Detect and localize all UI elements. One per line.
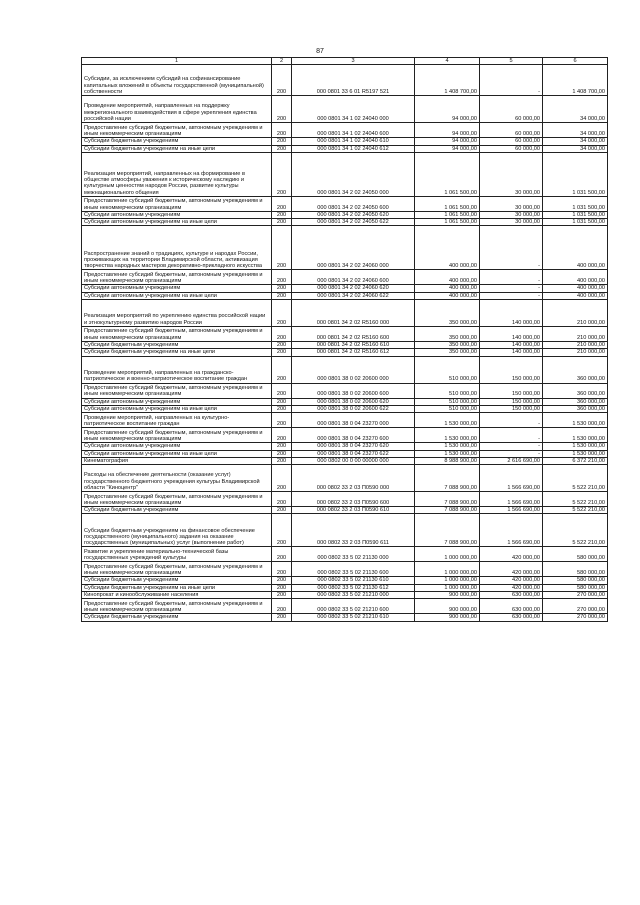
row-amount-total: 1 000 000,00 — [415, 584, 480, 591]
row-amount-total: 1 061 500,00 — [415, 219, 480, 226]
row-group-code: 200 — [272, 65, 292, 96]
row-amount-regional: 360 000,00 — [543, 356, 608, 383]
row-budget-code: 000 0801 34 2 02 24060 600 — [292, 270, 415, 285]
row-amount-total: 900 000,00 — [415, 599, 480, 614]
row-group-code: 200 — [272, 226, 292, 270]
row-amount-total: 510 000,00 — [415, 383, 480, 398]
row-name: Предоставление субсидий бюджетным, автономным учреждениям и иным некоммерческим организациям — [82, 492, 272, 507]
table-row — [82, 614, 608, 621]
table-row — [82, 562, 608, 577]
row-amount-total: 94 000,00 — [415, 96, 480, 123]
budget-table — [81, 57, 608, 622]
row-name: Проведение мероприятий, направленных на гражданско-патриотическое и военно-патриотическое воспитание граждан — [82, 356, 272, 383]
row-group-code: 200 — [272, 349, 292, 356]
row-amount-federal: - — [480, 428, 543, 443]
table-row — [82, 138, 608, 145]
row-amount-federal: 140 000,00 — [480, 342, 543, 349]
row-amount-total: 350 000,00 — [415, 327, 480, 342]
row-amount-federal: 150 000,00 — [480, 356, 543, 383]
row-amount-total: 7 088 900,00 — [415, 465, 480, 492]
row-amount-regional: 34 000,00 — [543, 145, 608, 152]
row-amount-total: 1 061 500,00 — [415, 211, 480, 218]
row-group-code: 200 — [272, 599, 292, 614]
row-amount-federal: 60 000,00 — [480, 145, 543, 152]
row-amount-federal: 1 566 690,00 — [480, 492, 543, 507]
table-row — [82, 514, 608, 547]
row-name: Предоставление субсидий бюджетным, автономным учреждениям и иным некоммерческим организациям — [82, 327, 272, 342]
row-amount-regional: 580 000,00 — [543, 577, 608, 584]
row-amount-regional: 34 000,00 — [543, 96, 608, 123]
row-amount-total: 400 000,00 — [415, 226, 480, 270]
row-budget-code: 000 0802 33 2 03 П0590 611 — [292, 514, 415, 547]
row-amount-regional: 360 000,00 — [543, 405, 608, 412]
row-name: Предоставление субсидий бюджетным, автономным учреждениям и иным некоммерческим организациям — [82, 270, 272, 285]
table-row — [82, 465, 608, 492]
table-row — [82, 285, 608, 292]
row-amount-total: 1 530 000,00 — [415, 443, 480, 450]
row-group-code: 200 — [272, 457, 292, 464]
row-amount-regional: 580 000,00 — [543, 547, 608, 562]
row-name: Предоставление субсидий бюджетным, автономным учреждениям и иным некоммерческим организациям — [82, 428, 272, 443]
table-row — [82, 547, 608, 562]
row-name: Субсидии бюджетным учреждениям на иные цели — [82, 584, 272, 591]
row-name: Распространение знаний о традициях, культуре и народах России, проживающих на территории Владимирской области, активизация творчества народных мастеров декоративно-прикладного искусства — [82, 226, 272, 270]
table-row — [82, 398, 608, 405]
row-name: Предоставление субсидий бюджетным, автономным учреждениям и иным некоммерческим организациям — [82, 599, 272, 614]
row-amount-regional: 210 000,00 — [543, 349, 608, 356]
row-name: Проведение мероприятий, направленных на культурно-патриотическое воспитание граждан — [82, 413, 272, 428]
row-amount-regional: 34 000,00 — [543, 123, 608, 138]
row-name: Предоставление субсидий бюджетным, автономным учреждениям и иным некоммерческим организациям — [82, 383, 272, 398]
row-budget-code: 000 0802 33 5 02 21130 600 — [292, 562, 415, 577]
row-budget-code: 000 0801 34 1 02 24040 612 — [292, 145, 415, 152]
row-group-code: 200 — [272, 270, 292, 285]
row-amount-total: 1 061 500,00 — [415, 152, 480, 196]
row-amount-federal: - — [480, 413, 543, 428]
row-name: Субсидии автономным учреждениям — [82, 398, 272, 405]
row-amount-regional: 1 031 500,00 — [543, 211, 608, 218]
row-name: Субсидии бюджетным учреждениям на иные цели — [82, 145, 272, 152]
row-amount-federal: 60 000,00 — [480, 123, 543, 138]
row-group-code: 200 — [272, 507, 292, 514]
row-amount-regional: 580 000,00 — [543, 584, 608, 591]
row-group-code: 200 — [272, 492, 292, 507]
row-group-code: 200 — [272, 592, 292, 599]
row-group-code: 200 — [272, 562, 292, 577]
row-budget-code: 000 0801 34 1 02 24040 610 — [292, 138, 415, 145]
row-group-code: 200 — [272, 327, 292, 342]
row-amount-federal: 30 000,00 — [480, 196, 543, 211]
row-budget-code: 000 0802 00 0 00 00000 000 — [292, 457, 415, 464]
table-row — [82, 599, 608, 614]
row-name: Субсидии бюджетным учреждениям — [82, 342, 272, 349]
row-name: Предоставление субсидий бюджетным, автономным учреждениям и иным некоммерческим организациям — [82, 196, 272, 211]
column-header: 6 — [543, 58, 608, 65]
table-row — [82, 152, 608, 196]
table-row — [82, 592, 608, 599]
row-amount-total: 510 000,00 — [415, 398, 480, 405]
column-header: 4 — [415, 58, 480, 65]
row-amount-regional: 1 530 000,00 — [543, 450, 608, 457]
row-amount-regional: 1 408 700,00 — [543, 65, 608, 96]
row-amount-regional: 580 000,00 — [543, 562, 608, 577]
row-amount-total: 94 000,00 — [415, 145, 480, 152]
row-name: Субсидии бюджетным учреждениям — [82, 614, 272, 621]
row-name: Реализация мероприятий по укреплению единства российской нации и этнокультурному развитию народов России — [82, 300, 272, 327]
row-budget-code: 000 0801 34 2 02 R5160 612 — [292, 349, 415, 356]
row-amount-total: 1 000 000,00 — [415, 577, 480, 584]
row-amount-federal: 150 000,00 — [480, 405, 543, 412]
row-amount-total: 900 000,00 — [415, 592, 480, 599]
row-budget-code: 000 0801 38 0 02 20600 620 — [292, 398, 415, 405]
row-group-code: 200 — [272, 211, 292, 218]
row-amount-federal: 630 000,00 — [480, 592, 543, 599]
row-amount-federal: - — [480, 285, 543, 292]
row-group-code: 200 — [272, 547, 292, 562]
row-budget-code: 000 0801 34 2 02 R5160 600 — [292, 327, 415, 342]
row-amount-federal: 140 000,00 — [480, 327, 543, 342]
row-amount-regional: 400 000,00 — [543, 292, 608, 299]
table-row — [82, 300, 608, 327]
row-amount-federal: 30 000,00 — [480, 211, 543, 218]
row-amount-federal: - — [480, 292, 543, 299]
table-row — [82, 65, 608, 96]
row-name: Субсидии автономным учреждениям на иные цели — [82, 450, 272, 457]
table-row — [82, 457, 608, 464]
row-group-code: 200 — [272, 342, 292, 349]
row-budget-code: 000 0801 33 6 01 R5197 521 — [292, 65, 415, 96]
table-row — [82, 584, 608, 591]
table-row — [82, 492, 608, 507]
row-amount-total: 1 000 000,00 — [415, 562, 480, 577]
row-group-code: 200 — [272, 285, 292, 292]
row-name: Субсидии бюджетным учреждениям — [82, 507, 272, 514]
row-amount-regional: 360 000,00 — [543, 398, 608, 405]
table-row — [82, 342, 608, 349]
row-budget-code: 000 0801 34 2 02 R5160 000 — [292, 300, 415, 327]
row-name: Развитие и укрепление материально-технической базы государственных учреждений культуры — [82, 547, 272, 562]
row-amount-regional: 1 031 500,00 — [543, 219, 608, 226]
table-row — [82, 327, 608, 342]
table-row — [82, 356, 608, 383]
row-amount-federal: 420 000,00 — [480, 577, 543, 584]
row-amount-total: 7 088 900,00 — [415, 507, 480, 514]
row-group-code: 200 — [272, 152, 292, 196]
row-group-code: 200 — [272, 219, 292, 226]
row-amount-total: 1 000 000,00 — [415, 547, 480, 562]
row-amount-total: 350 000,00 — [415, 349, 480, 356]
row-amount-federal: 60 000,00 — [480, 138, 543, 145]
row-amount-regional: 1 530 000,00 — [543, 428, 608, 443]
row-amount-total: 1 530 000,00 — [415, 428, 480, 443]
row-amount-federal: - — [480, 270, 543, 285]
row-amount-federal: - — [480, 226, 543, 270]
row-budget-code: 000 0802 33 2 03 П0590 610 — [292, 507, 415, 514]
row-group-code: 200 — [272, 138, 292, 145]
row-budget-code: 000 0802 33 5 02 21210 600 — [292, 599, 415, 614]
row-name: Кинопрокат и кинообслуживание населения — [82, 592, 272, 599]
row-amount-federal: 1 566 690,00 — [480, 514, 543, 547]
row-budget-code: 000 0801 38 0 02 20600 000 — [292, 356, 415, 383]
table-row — [82, 413, 608, 428]
row-budget-code: 000 0801 38 0 04 23270 620 — [292, 443, 415, 450]
row-amount-regional: 210 000,00 — [543, 300, 608, 327]
row-amount-total: 350 000,00 — [415, 300, 480, 327]
table-row — [82, 196, 608, 211]
row-amount-regional: 1 530 000,00 — [543, 413, 608, 428]
row-budget-code: 000 0801 38 0 04 23270 000 — [292, 413, 415, 428]
row-budget-code: 000 0801 34 2 02 24060 622 — [292, 292, 415, 299]
row-budget-code: 000 0802 33 2 03 П0590 600 — [292, 492, 415, 507]
row-group-code: 200 — [272, 514, 292, 547]
row-group-code: 200 — [272, 465, 292, 492]
row-amount-regional: 1 031 500,00 — [543, 196, 608, 211]
column-header: 1 — [82, 58, 272, 65]
row-amount-total: 510 000,00 — [415, 405, 480, 412]
row-budget-code: 000 0802 33 2 03 П0590 000 — [292, 465, 415, 492]
row-budget-code: 000 0801 34 2 02 R5160 610 — [292, 342, 415, 349]
row-group-code: 200 — [272, 356, 292, 383]
row-budget-code: 000 0801 34 2 02 24050 000 — [292, 152, 415, 196]
row-amount-federal: - — [480, 443, 543, 450]
row-budget-code: 000 0801 38 0 02 20600 622 — [292, 405, 415, 412]
row-name: Субсидии автономным учреждениям на иные цели — [82, 219, 272, 226]
row-amount-federal: 420 000,00 — [480, 584, 543, 591]
row-amount-federal: 420 000,00 — [480, 547, 543, 562]
row-amount-regional: 270 000,00 — [543, 614, 608, 621]
row-budget-code: 000 0802 33 5 02 21130 610 — [292, 577, 415, 584]
row-budget-code: 000 0802 33 5 02 21130 612 — [292, 584, 415, 591]
row-group-code: 200 — [272, 450, 292, 457]
row-group-code: 200 — [272, 145, 292, 152]
row-amount-federal: 630 000,00 — [480, 614, 543, 621]
row-amount-total: 510 000,00 — [415, 356, 480, 383]
row-name: Субсидии автономным учреждениям на иные цели — [82, 292, 272, 299]
row-group-code: 200 — [272, 614, 292, 621]
row-budget-code: 000 0802 33 5 02 21210 610 — [292, 614, 415, 621]
row-amount-total: 7 088 900,00 — [415, 492, 480, 507]
row-name: Субсидии автономным учреждениям — [82, 443, 272, 450]
row-amount-federal: 1 566 690,00 — [480, 507, 543, 514]
row-amount-federal: - — [480, 450, 543, 457]
row-amount-regional: 5 522 210,00 — [543, 492, 608, 507]
row-amount-total: 400 000,00 — [415, 285, 480, 292]
row-name: Субсидии, за исключением субсидий на софинансирование капитальных вложений в объекты государственной (муниципальной) собственности — [82, 65, 272, 96]
row-name: Субсидии автономным учреждениям на иные цели — [82, 405, 272, 412]
row-amount-total: 400 000,00 — [415, 292, 480, 299]
row-amount-total: 94 000,00 — [415, 138, 480, 145]
row-budget-code: 000 0801 38 0 02 20600 600 — [292, 383, 415, 398]
row-amount-total: 350 000,00 — [415, 342, 480, 349]
row-group-code: 200 — [272, 413, 292, 428]
table-row — [82, 405, 608, 412]
row-amount-federal: - — [480, 65, 543, 96]
row-amount-regional: 210 000,00 — [543, 327, 608, 342]
row-amount-federal: 630 000,00 — [480, 599, 543, 614]
row-amount-federal: 150 000,00 — [480, 383, 543, 398]
row-amount-regional: 34 000,00 — [543, 138, 608, 145]
row-name: Субсидии автономным учреждениям — [82, 211, 272, 218]
row-budget-code: 000 0801 34 2 02 24050 622 — [292, 219, 415, 226]
row-name: Субсидии бюджетным учреждениям на финансовое обеспечение государственного (муниципального) задания на оказание государственных (муниципальных) услуг (выполнение работ) — [82, 514, 272, 547]
budget-table-body — [82, 58, 608, 622]
row-amount-federal: 140 000,00 — [480, 349, 543, 356]
row-name: Расходы на обеспечение деятельности (оказание услуг) государственного бюджетного учреждения культуры Владимирской области "Киноцентр" — [82, 465, 272, 492]
row-amount-regional: 360 000,00 — [543, 383, 608, 398]
row-budget-code: 000 0801 34 2 02 24060 620 — [292, 285, 415, 292]
row-amount-federal: 30 000,00 — [480, 152, 543, 196]
row-group-code: 200 — [272, 398, 292, 405]
row-amount-regional: 5 522 210,00 — [543, 507, 608, 514]
row-amount-total: 8 988 900,00 — [415, 457, 480, 464]
table-row — [82, 349, 608, 356]
row-amount-regional: 210 000,00 — [543, 342, 608, 349]
table-row — [82, 292, 608, 299]
table-row — [82, 443, 608, 450]
row-amount-federal: 150 000,00 — [480, 398, 543, 405]
row-amount-federal: 420 000,00 — [480, 562, 543, 577]
row-amount-total: 1 408 700,00 — [415, 65, 480, 96]
row-name: Реализация мероприятий, направленных на формирование в обществе атмосферы уважения к историческому наследию и культурным ценностям народов России, развитие культуры межнационального общения — [82, 152, 272, 196]
row-amount-federal: 2 616 690,00 — [480, 457, 543, 464]
row-amount-regional: 400 000,00 — [543, 270, 608, 285]
table-row — [82, 450, 608, 457]
row-amount-total: 1 530 000,00 — [415, 413, 480, 428]
row-amount-regional: 400 000,00 — [543, 226, 608, 270]
row-name: Предоставление субсидий бюджетным, автономным учреждениям и иным некоммерческим организациям — [82, 562, 272, 577]
row-amount-total: 1 061 500,00 — [415, 196, 480, 211]
row-name: Субсидии автономным учреждениям — [82, 285, 272, 292]
row-budget-code: 000 0801 34 1 02 24040 600 — [292, 123, 415, 138]
row-budget-code: 000 0802 33 5 02 21130 000 — [292, 547, 415, 562]
table-row — [82, 211, 608, 218]
row-name: Субсидии бюджетным учреждениям — [82, 577, 272, 584]
row-budget-code: 000 0801 38 0 04 23270 622 — [292, 450, 415, 457]
row-budget-code: 000 0801 38 0 04 23270 600 — [292, 428, 415, 443]
table-row — [82, 219, 608, 226]
column-header: 2 — [272, 58, 292, 65]
column-header: 3 — [292, 58, 415, 65]
row-group-code: 200 — [272, 443, 292, 450]
row-amount-federal: 60 000,00 — [480, 96, 543, 123]
row-amount-total: 94 000,00 — [415, 123, 480, 138]
row-group-code: 200 — [272, 577, 292, 584]
row-amount-regional: 1 530 000,00 — [543, 443, 608, 450]
row-amount-total: 7 088 900,00 — [415, 514, 480, 547]
row-amount-total: 1 530 000,00 — [415, 450, 480, 457]
table-row — [82, 507, 608, 514]
row-amount-regional: 270 000,00 — [543, 592, 608, 599]
table-row — [82, 428, 608, 443]
row-name: Предоставление субсидий бюджетным, автономным учреждениям и иным некоммерческим организациям — [82, 123, 272, 138]
row-group-code: 200 — [272, 405, 292, 412]
table-row — [82, 226, 608, 270]
table-row — [82, 577, 608, 584]
page-number: 87 — [316, 48, 324, 55]
row-name: Субсидии бюджетным учреждениям — [82, 138, 272, 145]
row-budget-code: 000 0801 34 2 02 24050 620 — [292, 211, 415, 218]
row-name: Субсидии бюджетным учреждениям на иные цели — [82, 349, 272, 356]
row-group-code: 200 — [272, 300, 292, 327]
row-amount-federal: 30 000,00 — [480, 219, 543, 226]
row-budget-code: 000 0801 34 2 02 24050 600 — [292, 196, 415, 211]
row-amount-federal: 140 000,00 — [480, 300, 543, 327]
row-amount-regional: 5 522 210,00 — [543, 465, 608, 492]
row-amount-federal: 1 566 690,00 — [480, 465, 543, 492]
row-budget-code: 000 0802 33 5 02 21210 000 — [292, 592, 415, 599]
row-group-code: 200 — [272, 584, 292, 591]
row-amount-regional: 400 000,00 — [543, 285, 608, 292]
row-group-code: 200 — [272, 96, 292, 123]
row-budget-code: 000 0801 34 1 02 24040 000 — [292, 96, 415, 123]
row-group-code: 200 — [272, 292, 292, 299]
row-budget-code: 000 0801 34 2 02 24060 000 — [292, 226, 415, 270]
row-group-code: 200 — [272, 123, 292, 138]
table-row — [82, 270, 608, 285]
row-amount-regional: 270 000,00 — [543, 599, 608, 614]
row-amount-total: 400 000,00 — [415, 270, 480, 285]
table-row — [82, 96, 608, 123]
table-row — [82, 383, 608, 398]
table-row — [82, 123, 608, 138]
column-header: 5 — [480, 58, 543, 65]
row-name: Проведение мероприятий, направленных на поддержку межрегионального взаимодействия в сфере укрепления единства российской нации — [82, 96, 272, 123]
table-header-row — [82, 58, 608, 65]
row-group-code: 200 — [272, 196, 292, 211]
table-row — [82, 145, 608, 152]
row-group-code: 200 — [272, 383, 292, 398]
row-amount-regional: 5 522 210,00 — [543, 514, 608, 547]
row-group-code: 200 — [272, 428, 292, 443]
row-amount-regional: 1 031 500,00 — [543, 152, 608, 196]
row-name: Кинематография — [82, 457, 272, 464]
row-amount-regional: 6 372 210,00 — [543, 457, 608, 464]
row-amount-total: 900 000,00 — [415, 614, 480, 621]
